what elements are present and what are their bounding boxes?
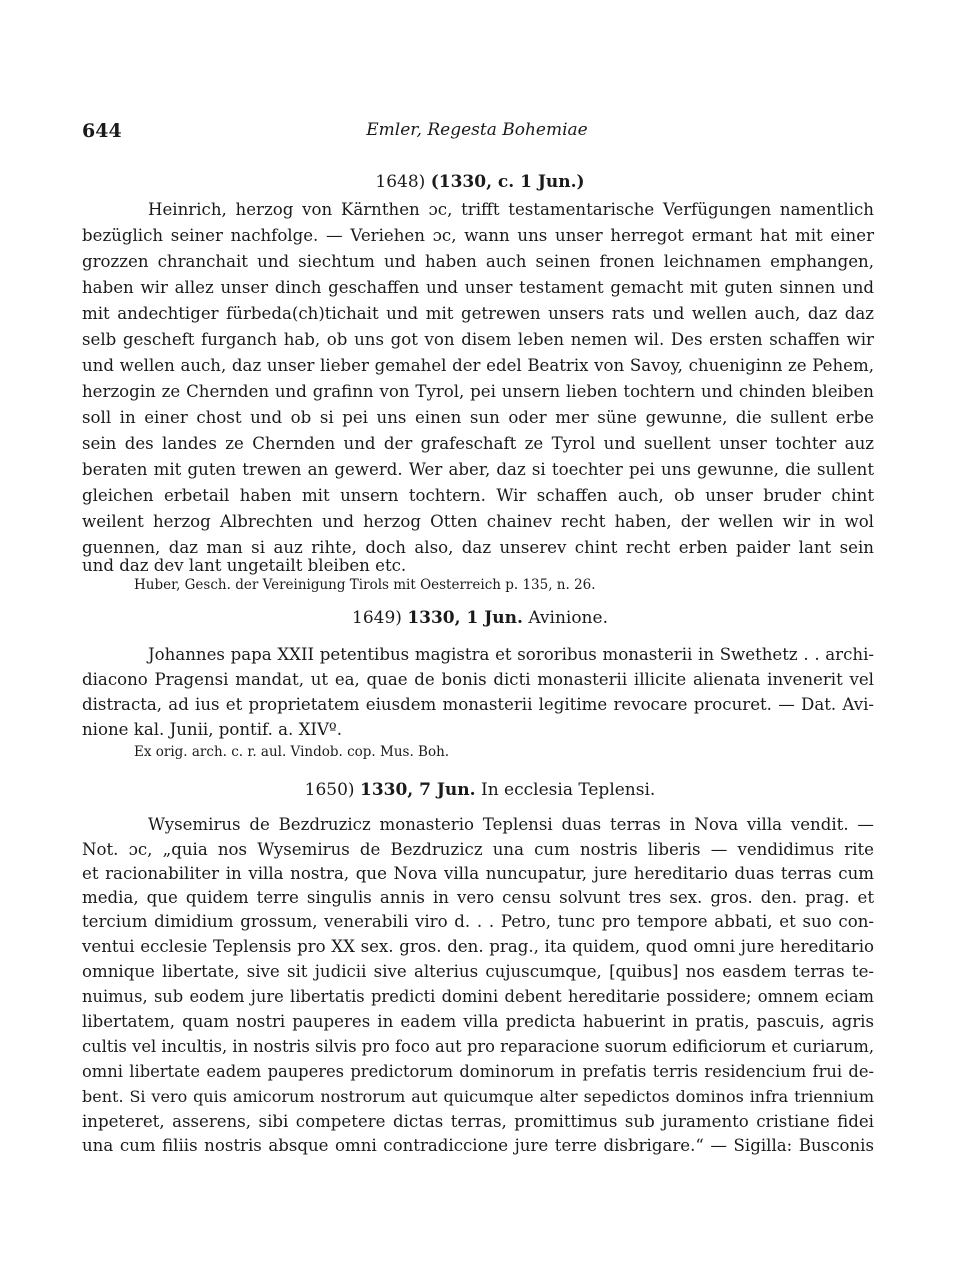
entry-place: In ecclesia Teplensi. (480, 780, 656, 800)
text-line: selb gescheft furganch hab, ob uns got von disem leben nemen wil. Des ersten schaffen wir (82, 330, 874, 349)
text-line: distracta, ad ius et proprietatem eiusdem monasterii legitime revocare procuret. — Dat. Avi- (82, 695, 874, 714)
page-header (82, 120, 872, 150)
text-line: gleichen erbetail haben mit unsern tochtern. Wir schaffen auch, ob unser bruder chint (82, 486, 874, 505)
text-line: nuimus, sub eodem jure libertatis predicti domini debent hereditarie possidere; omnem eciam (82, 987, 874, 1006)
running-title: Emler, Regesta Bohemiae (366, 120, 588, 140)
text-line: libertatem, quam nostri pauperes in eadem villa predicta habuerint in pratis, pascuis, agris (82, 1012, 874, 1031)
text-line: mit andechtiger fürbeda(ch)tichait und mit getrewen unsers rats und wellen auch, daz daz (82, 304, 874, 323)
text-line: ventui ecclesie Teplensis pro XX sex. gros. den. prag., ita quidem, quod omni jure hereditario (82, 937, 874, 956)
text-line: Johannes papa XXII petentibus magistra et sororibus monasterii in Swethetz . . archi- (148, 645, 874, 664)
text-line: Heinrich, herzog von Kärnthen ɔc, trifft testamentarische Verfügungen namentlich (148, 200, 874, 219)
entry-number: 1650) (304, 780, 355, 800)
entry-heading-1650 (0, 778, 960, 802)
text-line: haben wir allez unser dinch geschaffen und unser testament gemacht mit guten sinnen und (82, 278, 874, 297)
text-line: herzogin ze Chernden und grafinn von Tyrol, pei unsern lieben tochtern und chinden bleiben (82, 382, 874, 401)
text-line: media, que quidem terre singulis annis in vero censu solvunt tres sex. gros. den. prag. et (82, 888, 874, 907)
text-line: tercium dimidium grossum, venerabili viro d. . . Petro, tunc pro tempore abbati, et suo con- (82, 912, 874, 931)
entry-date: 1330, 7 Jun. (359, 780, 476, 800)
page-number: 644 (82, 120, 122, 142)
entry-heading-1649 (0, 606, 960, 630)
text-line: grozzen chranchait und siechtum und haben auch seinen fronen leichnamen emphangen, (82, 252, 874, 271)
text-line: guennen, daz man si auz rihte, doch also, daz unserev chint recht erben paider lant sein (82, 538, 874, 557)
text-line: una cum filiis nostris absque omni contradiccione jure terre disbrigare.“ — Sigilla: Busconis (82, 1136, 874, 1155)
text-line: omni libertate eadem pauperes predictorum dominorum in prefatis terris residencium frui de- (82, 1062, 874, 1081)
entry-date: (1330, c. 1 Jun.) (430, 172, 585, 192)
entry-heading-1648 (0, 170, 960, 194)
text-line: et racionabiliter in villa nostra, que Nova villa nuncupatur, jure hereditario duas terras cum (82, 864, 874, 883)
text-line: cultis vel incultis, in nostris silvis pro foco aut pro reparacione suorum edificiorum et curiarum, (82, 1037, 874, 1056)
entry-place: Avinione. (528, 608, 608, 628)
text-line: und daz dev lant ungetailt bleiben etc. (82, 556, 407, 575)
entry-number: 1648) (375, 172, 426, 192)
text-line: beraten mit guten trewen an gewerd. Wer aber, daz si toechter pei uns gewunne, die sullent (82, 460, 874, 479)
text-line: Wysemirus de Bezdruzicz monasterio Teplensi duas terras in Nova villa vendit. — (148, 815, 874, 834)
source-citation: Huber, Gesch. der Vereinigung Tirols mit Oesterreich p. 135, n. 26. (134, 577, 596, 593)
text-line: weilent herzog Albrechten und herzog Otten chainev recht haben, der wellen wir in wol (82, 512, 874, 531)
text-line: omnique libertate, sive sit judicii sive alterius cujuscumque, [quibus] nos easdem terras te- (82, 962, 874, 981)
source-citation: Ex orig. arch. c. r. aul. Vindob. cop. Mus. Boh. (134, 744, 450, 760)
text-line: soll in einer chost und ob si pei uns einen sun oder mer süne gewunne, die sullent erbe (82, 408, 874, 427)
text-line: und wellen auch, daz unser lieber gemahel der edel Beatrix von Savoy, chueniginn ze Pehem, (82, 356, 874, 375)
text-line: sein des landes ze Chernden und der grafeschaft ze Tyrol und suellent unser tochter auz (82, 434, 874, 453)
entry-number: 1649) (352, 608, 402, 628)
text-line: bent. Si vero quis amicorum nostrorum aut quicumque alter sepedictos dominos infra triennium (82, 1087, 874, 1106)
text-line: inpeteret, asserens, sibi competere dictas terras, promittimus sub juramento cristiane fidei (82, 1112, 874, 1131)
text-line: nione kal. Junii, pontif. a. XIVº. (82, 720, 343, 739)
text-line: Not. ɔc, „quia nos Wysemirus de Bezdruzicz una cum nostris liberis — vendidimus rite (82, 840, 874, 859)
text-line: diacono Pragensi mandat, ut ea, quae de bonis dicti monasterii illicite alienata invenerit vel (82, 670, 874, 689)
entry-date: 1330, 1 Jun. (407, 608, 523, 628)
text-line: bezüglich seiner nachfolge. — Veriehen ɔc, wann uns unser herregot ermant hat mit einer (82, 226, 874, 245)
